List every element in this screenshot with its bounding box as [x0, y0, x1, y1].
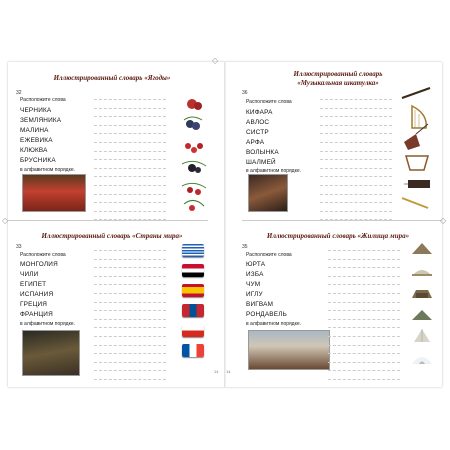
book-spread	[8, 62, 442, 387]
panel-berries	[12, 66, 212, 216]
dwelling-icon	[410, 328, 434, 344]
dwelling-icon	[410, 284, 434, 300]
flag-icon	[182, 324, 204, 337]
page-fold	[224, 62, 226, 387]
dwelling-icon	[410, 350, 434, 366]
page-number: 33	[16, 244, 22, 250]
flag-icon	[182, 244, 204, 257]
word-item: КИФАРА	[246, 109, 273, 116]
instruction-text: Расположите слова	[20, 97, 66, 103]
page-number: 36	[242, 90, 248, 96]
writing-lines	[94, 250, 166, 388]
instruction-text: Расположите слова	[246, 99, 292, 105]
word-item: АВЛОС	[246, 119, 270, 126]
word-item: ФРАНЦИЯ	[20, 311, 53, 318]
word-item: ЧУМ	[246, 281, 261, 288]
globe-photo	[22, 330, 80, 376]
berry-photo	[22, 174, 86, 212]
page-number: 35	[242, 244, 248, 250]
panel-subtitle: «Музыкальная шкатулка»	[297, 79, 379, 87]
word-item: ЕЖЕВИКА	[20, 137, 53, 144]
word-item: ИЗБА	[246, 271, 264, 278]
dwelling-icon	[410, 306, 434, 322]
writing-lines	[328, 250, 400, 388]
word-item: ЧЕРНИКА	[20, 107, 52, 114]
writing-lines	[320, 99, 392, 228]
word-item: ВОЛЫНКА	[246, 149, 279, 156]
order-note: в алфавитном порядке.	[246, 321, 301, 327]
word-item: ЧИЛИ	[20, 271, 39, 278]
word-item: СИСТР	[246, 129, 269, 136]
order-note: в алфавитном порядке.	[20, 321, 75, 327]
footer-page-left: 14	[214, 369, 219, 374]
dwellings-painting	[248, 330, 330, 370]
dwelling-icon	[410, 240, 434, 256]
word-item: КЛЮКВА	[20, 147, 48, 154]
word-item: ИСПАНИЯ	[20, 291, 54, 298]
berry-icon	[178, 96, 210, 216]
page-number: 32	[16, 90, 22, 96]
flag-icon	[182, 284, 204, 297]
word-item: РОНДАВЕЛЬ	[246, 311, 288, 318]
word-item: МАЛИНА	[20, 127, 49, 134]
flag-icon	[182, 304, 204, 317]
word-item: ИГЛУ	[246, 291, 263, 298]
word-item: ЗЕМЛЯНИКА	[20, 117, 62, 124]
panel-title: Иллюстрированный словарь	[293, 70, 383, 78]
crop-mark: ◇	[212, 56, 219, 65]
instruction-text: Расположите слова	[20, 252, 66, 258]
order-note: в алфавитном порядке.	[20, 167, 75, 173]
panel-countries	[12, 230, 212, 380]
panel-dwellings	[238, 230, 438, 380]
dwelling-icon	[410, 262, 434, 278]
word-item: ЕГИПЕТ	[20, 281, 47, 288]
writing-lines	[94, 99, 166, 228]
flag-icon	[182, 344, 204, 357]
flag-icon	[182, 264, 204, 277]
word-item: ШАЛМЕЙ	[246, 159, 276, 166]
word-item: МОНГОЛИЯ	[20, 261, 58, 268]
panel-title: Иллюстрированный словарь «Ягоды»	[53, 74, 171, 82]
crop-mark: ◇	[440, 216, 447, 225]
panel-music	[238, 66, 438, 216]
footer-page-right: 14	[226, 369, 231, 374]
music-painting	[248, 174, 288, 212]
instruction-text: Расположите слова	[246, 252, 292, 258]
instrument-icon	[398, 84, 436, 214]
word-item: ГРЕЦИЯ	[20, 301, 48, 308]
word-item: ВИГВАМ	[246, 301, 274, 308]
order-note: в алфавитном порядке.	[246, 168, 301, 174]
panel-title: Иллюстрированный словарь «Страны мира»	[41, 232, 183, 240]
word-item: ЮРТА	[246, 261, 266, 268]
word-item: БРУСНИКА	[20, 157, 56, 164]
panel-title: Иллюстрированный словарь «Жилища мира»	[266, 232, 410, 240]
word-item: АРФА	[246, 139, 265, 146]
crop-mark: ◇	[2, 216, 9, 225]
